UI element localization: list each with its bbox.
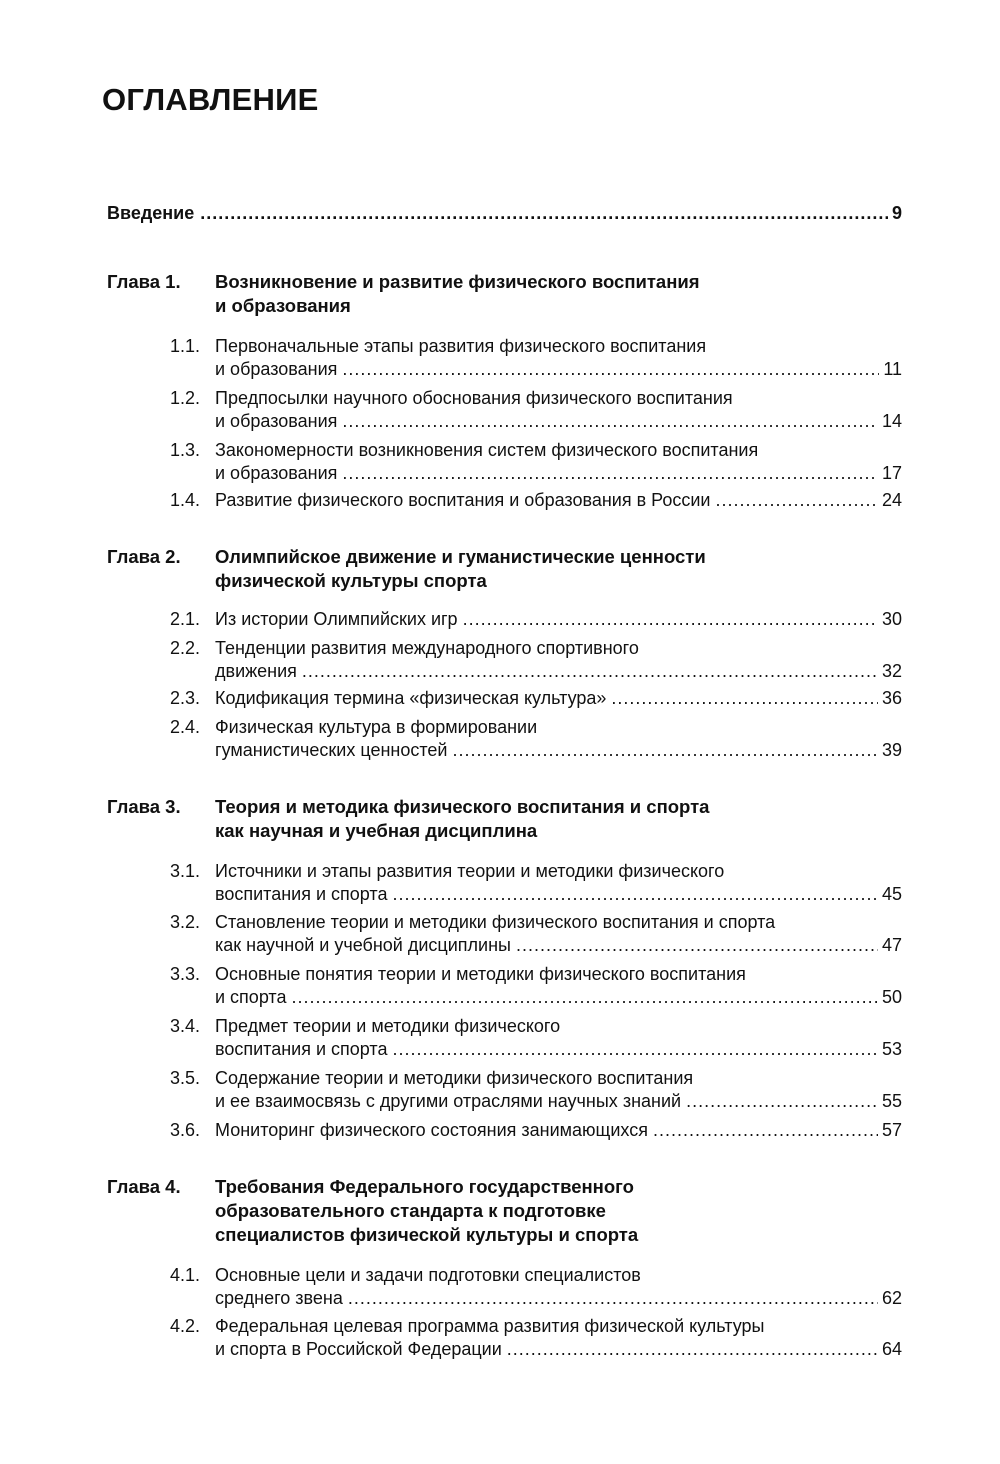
section-title: Источники и этапы развития теории и методики физического	[215, 861, 725, 881]
dot-leader	[342, 408, 878, 434]
chapter-title	[215, 270, 835, 318]
section-title-row	[215, 1117, 902, 1143]
section-page: 24	[881, 490, 902, 510]
dot-leader	[611, 685, 878, 711]
section-title-row	[215, 356, 902, 382]
dot-leader	[392, 881, 878, 907]
section-page: 55	[881, 1091, 902, 1111]
chapter-title-line: Олимпийское движение и гуманистические ценности	[215, 546, 706, 567]
dot-leader	[653, 1117, 878, 1143]
section-title-cont: среднего звена	[215, 1288, 343, 1308]
section-title-row	[215, 460, 902, 486]
section-title-cont: и спорта	[215, 987, 287, 1007]
section-number: 3.5.	[170, 1068, 201, 1088]
dot-leader	[686, 1088, 878, 1114]
chapter-title	[215, 1175, 835, 1247]
section-page: 47	[881, 935, 902, 955]
dot-leader	[291, 984, 877, 1010]
section-title-row	[215, 932, 902, 958]
section-title-cont: и ее взаимосвязь с другими отраслями научных знаний	[215, 1091, 682, 1111]
section-title-row	[215, 408, 902, 434]
chapter-title	[215, 545, 835, 593]
page-title: ОГЛАВЛЕНИЕ	[102, 82, 319, 117]
section-title: Федеральная целевая программа развития физической культуры	[215, 1316, 765, 1336]
section-title: Закономерности возникновения систем физического воспитания	[215, 440, 759, 460]
dot-leader	[463, 606, 878, 632]
section-title-row	[215, 737, 902, 763]
section-title: Физическая культура в формировании	[215, 717, 538, 737]
section-title-cont: гуманистических ценностей	[215, 740, 448, 760]
section-title-row	[215, 606, 902, 632]
section-title: Тенденции развития международного спортивного	[215, 638, 639, 658]
section-number: 2.4.	[170, 717, 201, 737]
toc-intro[interactable]	[107, 201, 902, 225]
section-page: 50	[881, 987, 902, 1007]
section-title-cont: как научной и учебной дисциплины	[215, 935, 511, 955]
chapter-number: Глава 3.	[107, 796, 181, 817]
section-title-row	[215, 1336, 902, 1362]
section-page: 17	[881, 463, 902, 483]
section-title: Кодификация термина «физическая культура»	[215, 688, 607, 708]
chapter-title-line: Теория и методика физического воспитания и спорта	[215, 796, 710, 817]
section-title-row	[215, 984, 902, 1010]
section-title-cont: движения	[215, 661, 297, 681]
section-title: Развитие физического воспитания и образования в России	[215, 490, 711, 510]
section-title: Предмет теории и методики физического	[215, 1016, 561, 1036]
dot-leader	[507, 1336, 878, 1362]
section-number: 3.1.	[170, 861, 201, 881]
toc-intro-page: 9	[891, 203, 902, 223]
section-title: Предпосылки научного обоснования физического воспитания	[215, 388, 733, 408]
section-page: 53	[881, 1039, 902, 1059]
section-number: 2.3.	[170, 688, 201, 708]
section-page: 57	[881, 1120, 902, 1140]
section-number: 2.1.	[170, 609, 201, 629]
section-title-cont: и спорта в Российской Федерации	[215, 1339, 502, 1359]
section-title-row	[215, 658, 902, 684]
chapter-title-line: специалистов физической культуры и спорта	[215, 1224, 639, 1245]
dot-leader	[715, 487, 878, 513]
chapter-title	[215, 795, 835, 843]
section-number: 1.2.	[170, 388, 201, 408]
section-page: 64	[881, 1339, 902, 1359]
section-number: 1.4.	[170, 490, 201, 510]
chapter-title-line: Возникновение и развитие физического воспитания	[215, 271, 700, 292]
dot-leader	[302, 658, 878, 684]
section-page: 30	[881, 609, 902, 629]
section-title: Из истории Олимпийских игр	[215, 609, 458, 629]
dot-leader	[348, 1285, 878, 1311]
section-title-row	[215, 1088, 902, 1114]
chapter-number: Глава 2.	[107, 546, 181, 567]
section-number: 3.3.	[170, 964, 201, 984]
section-number: 1.1.	[170, 336, 201, 356]
section-title: Основные цели и задачи подготовки специалистов	[215, 1265, 641, 1285]
section-title-row	[215, 881, 902, 907]
section-page: 36	[881, 688, 902, 708]
dot-leader	[342, 460, 878, 486]
section-title: Первоначальные этапы развития физического воспитания	[215, 336, 707, 356]
section-title: Мониторинг физического состояния занимающихся	[215, 1120, 648, 1140]
chapter-number: Глава 1.	[107, 271, 181, 292]
section-title-row	[215, 685, 902, 711]
section-number: 3.4.	[170, 1016, 201, 1036]
section-title-row	[215, 1036, 902, 1062]
section-page: 32	[881, 661, 902, 681]
section-number: 4.2.	[170, 1316, 201, 1336]
section-number: 4.1.	[170, 1265, 201, 1285]
dot-leader	[200, 201, 888, 225]
section-page: 62	[881, 1288, 902, 1308]
section-number: 2.2.	[170, 638, 201, 658]
chapter-title-line: образовательного стандарта к подготовке	[215, 1200, 606, 1221]
section-title-row	[215, 487, 902, 513]
section-number: 3.2.	[170, 912, 201, 932]
dot-leader	[452, 737, 877, 763]
section-page: 14	[881, 411, 902, 431]
section-page: 45	[881, 884, 902, 904]
section-title-cont: и образования	[215, 463, 338, 483]
section-title-cont: и образования	[215, 411, 338, 431]
section-title: Содержание теории и методики физического воспитания	[215, 1068, 694, 1088]
section-title-cont: и образования	[215, 359, 338, 379]
chapter-number: Глава 4.	[107, 1176, 181, 1197]
section-number: 1.3.	[170, 440, 201, 460]
chapter-title-line: и образования	[215, 295, 351, 316]
dot-leader	[342, 356, 879, 382]
dot-leader	[392, 1036, 878, 1062]
section-title-row	[215, 1285, 902, 1311]
section-title-cont: воспитания и спорта	[215, 1039, 388, 1059]
chapter-title-line: физической культуры спорта	[215, 570, 487, 591]
section-title-cont: воспитания и спорта	[215, 884, 388, 904]
section-page: 39	[881, 740, 902, 760]
section-number: 3.6.	[170, 1120, 201, 1140]
toc-intro-label: Введение	[107, 203, 195, 223]
section-title: Становление теории и методики физического воспитания и спорта	[215, 912, 776, 932]
chapter-title-line: Требования Федерального государственного	[215, 1176, 634, 1197]
section-title: Основные понятия теории и методики физического воспитания	[215, 964, 746, 984]
dot-leader	[516, 932, 878, 958]
chapter-title-line: как научная и учебная дисциплина	[215, 820, 538, 841]
section-page: 11	[883, 359, 902, 379]
